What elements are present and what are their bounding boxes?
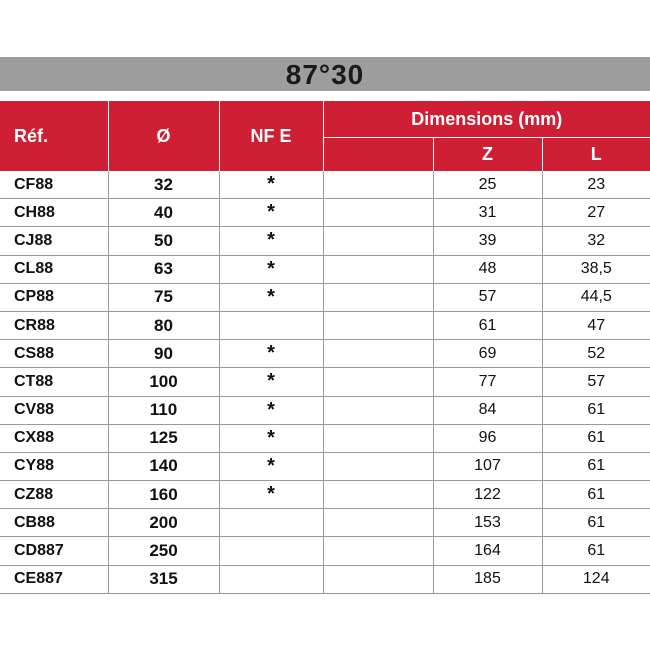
cell-nfe: * <box>219 481 323 509</box>
cell-diameter: 315 <box>108 565 219 593</box>
cell-nfe: * <box>219 340 323 368</box>
table-row <box>0 199 650 227</box>
cell-ref: CZ88 <box>0 481 108 509</box>
cell-l: 61 <box>542 537 650 565</box>
cell-diameter: 110 <box>108 396 219 424</box>
cell-l: 61 <box>542 424 650 452</box>
cell-ref: CE887 <box>0 565 108 593</box>
cell-z: 122 <box>433 481 542 509</box>
table-title: 87°30 <box>285 59 365 90</box>
table-row <box>0 311 650 339</box>
cell-blank <box>323 537 433 565</box>
table-body <box>0 171 650 593</box>
header-blank <box>323 138 433 172</box>
cell-nfe: * <box>219 283 323 311</box>
header-dimensions: Dimensions (mm) <box>323 101 650 138</box>
cell-blank <box>323 227 433 255</box>
cell-ref: CR88 <box>0 311 108 339</box>
cell-z: 31 <box>433 199 542 227</box>
cell-blank <box>323 199 433 227</box>
cell-diameter: 200 <box>108 509 219 537</box>
cell-nfe <box>219 509 323 537</box>
cell-blank <box>323 255 433 283</box>
cell-ref: CD887 <box>0 537 108 565</box>
table-row <box>0 565 650 593</box>
cell-nfe: * <box>219 227 323 255</box>
table-row <box>0 255 650 283</box>
cell-z: 153 <box>433 509 542 537</box>
cell-l: 32 <box>542 227 650 255</box>
table-row <box>0 340 650 368</box>
cell-l: 27 <box>542 199 650 227</box>
cell-ref: CP88 <box>0 283 108 311</box>
cell-blank <box>323 396 433 424</box>
dimensions-table <box>0 101 650 594</box>
header-l: L <box>542 138 650 172</box>
table-row <box>0 171 650 199</box>
cell-l: 44,5 <box>542 283 650 311</box>
cell-z: 96 <box>433 424 542 452</box>
cell-l: 52 <box>542 340 650 368</box>
cell-z: 39 <box>433 227 542 255</box>
cell-blank <box>323 340 433 368</box>
cell-diameter: 40 <box>108 199 219 227</box>
header-diameter: Ø <box>108 101 219 171</box>
cell-z: 185 <box>433 565 542 593</box>
cell-ref: CH88 <box>0 199 108 227</box>
cell-blank <box>323 171 433 199</box>
cell-ref: CJ88 <box>0 227 108 255</box>
cell-diameter: 90 <box>108 340 219 368</box>
cell-blank <box>323 311 433 339</box>
cell-z: 69 <box>433 340 542 368</box>
cell-blank <box>323 283 433 311</box>
table-row <box>0 227 650 255</box>
cell-z: 84 <box>433 396 542 424</box>
header-ref: Réf. <box>0 101 108 171</box>
cell-ref: CT88 <box>0 368 108 396</box>
cell-ref: CS88 <box>0 340 108 368</box>
cell-nfe: * <box>219 199 323 227</box>
cell-blank <box>323 509 433 537</box>
table-row <box>0 481 650 509</box>
cell-nfe: * <box>219 424 323 452</box>
cell-z: 48 <box>433 255 542 283</box>
cell-diameter: 32 <box>108 171 219 199</box>
cell-blank <box>323 424 433 452</box>
cell-l: 61 <box>542 481 650 509</box>
cell-z: 57 <box>433 283 542 311</box>
cell-blank <box>323 452 433 480</box>
cell-z: 77 <box>433 368 542 396</box>
table-row <box>0 537 650 565</box>
cell-nfe <box>219 565 323 593</box>
cell-diameter: 63 <box>108 255 219 283</box>
table-row <box>0 424 650 452</box>
table-row <box>0 368 650 396</box>
cell-l: 57 <box>542 368 650 396</box>
header-nfe: NF E <box>219 101 323 171</box>
cell-ref: CF88 <box>0 171 108 199</box>
cell-l: 23 <box>542 171 650 199</box>
cell-l: 124 <box>542 565 650 593</box>
table-row <box>0 396 650 424</box>
cell-nfe: * <box>219 255 323 283</box>
cell-nfe: * <box>219 452 323 480</box>
table-row <box>0 452 650 480</box>
cell-blank <box>323 481 433 509</box>
cell-nfe <box>219 311 323 339</box>
cell-l: 61 <box>542 452 650 480</box>
cell-diameter: 75 <box>108 283 219 311</box>
cell-l: 61 <box>542 396 650 424</box>
title-band <box>0 57 650 91</box>
table-row <box>0 283 650 311</box>
cell-l: 47 <box>542 311 650 339</box>
cell-blank <box>323 565 433 593</box>
cell-diameter: 250 <box>108 537 219 565</box>
cell-ref: CL88 <box>0 255 108 283</box>
cell-l: 38,5 <box>542 255 650 283</box>
cell-z: 107 <box>433 452 542 480</box>
cell-ref: CB88 <box>0 509 108 537</box>
cell-ref: CY88 <box>0 452 108 480</box>
cell-l: 61 <box>542 509 650 537</box>
cell-nfe: * <box>219 368 323 396</box>
table-row <box>0 509 650 537</box>
cell-diameter: 50 <box>108 227 219 255</box>
cell-nfe <box>219 537 323 565</box>
cell-z: 61 <box>433 311 542 339</box>
header-z: Z <box>433 138 542 172</box>
cell-diameter: 125 <box>108 424 219 452</box>
cell-ref: CV88 <box>0 396 108 424</box>
cell-diameter: 160 <box>108 481 219 509</box>
cell-nfe: * <box>219 171 323 199</box>
cell-z: 164 <box>433 537 542 565</box>
cell-nfe: * <box>219 396 323 424</box>
cell-blank <box>323 368 433 396</box>
cell-diameter: 100 <box>108 368 219 396</box>
cell-diameter: 140 <box>108 452 219 480</box>
cell-ref: CX88 <box>0 424 108 452</box>
cell-z: 25 <box>433 171 542 199</box>
cell-diameter: 80 <box>108 311 219 339</box>
